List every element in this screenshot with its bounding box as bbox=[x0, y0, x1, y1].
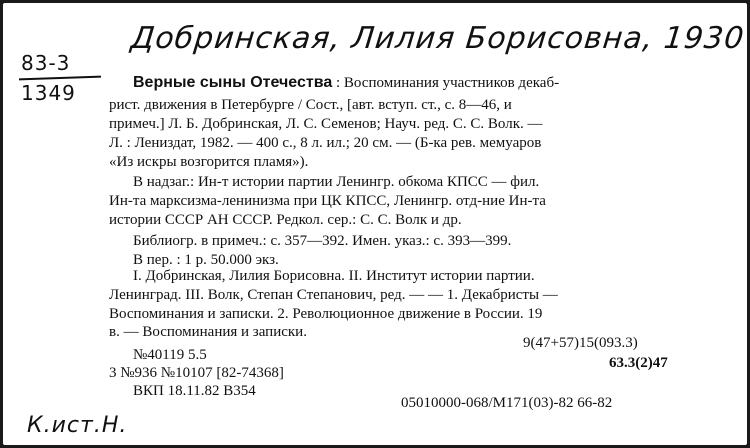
handwritten-author: Добринская, Лилия Борисовна, 1930 bbox=[129, 21, 747, 56]
record-line-1: рист. движения в Петербурге / Сост., [авт. вступ. ст., с. 8—46, и bbox=[109, 97, 512, 113]
record-line-12: Воспоминания и записки. 2. Революционное движение в России. 19 bbox=[109, 306, 543, 322]
book-title: Верные сыны Отечества bbox=[133, 74, 333, 91]
record-line-3: Л. : Лениздат, 1982. — 400 с., 8 л. ил.; 20 см. — (Б-ка рев. мемуаров bbox=[109, 135, 542, 151]
publisher-code: 05010000-068/М171(03)-82 66-82 bbox=[401, 395, 613, 411]
record-line-13: в. — Воспоминания и записки. bbox=[109, 324, 307, 340]
title-line bbox=[133, 74, 559, 92]
record-line-4: «Из искры возгорится пламя»). bbox=[109, 154, 309, 170]
record-line-8: Библиогр. в примеч.: с. 357—392. Имен. указ.: с. 393—399. bbox=[133, 233, 512, 249]
classification-udc: 9(47+57)15(093.3) bbox=[523, 335, 638, 351]
index-line-1: 3 №936 №10107 [82-74368] bbox=[109, 365, 284, 381]
index-line-2: ВКП 18.11.82 В354 bbox=[133, 383, 256, 399]
handwritten-shelf-code-top: 83-3 bbox=[21, 51, 71, 75]
catalog-card bbox=[3, 3, 747, 445]
inventory-number: №40119 5.5 bbox=[133, 347, 207, 363]
record-line-10: I. Добринская, Лилия Борисовна. II. Институт истории партии. bbox=[133, 268, 535, 284]
classification-bbk: 63.3(2)47 bbox=[609, 355, 668, 371]
record-line-5: В надзаг.: Ин-т истории партии Ленингр. обкома КПСС — фил. bbox=[133, 174, 540, 190]
record-line-6: Ин-та марксизма-ленинизма при ЦК КПСС, Ленингр. отд-ние Ин-та bbox=[109, 193, 546, 209]
shelf-code-underline bbox=[19, 76, 101, 81]
handwritten-shelf-code-bottom: 1349 bbox=[21, 81, 76, 105]
record-line-9: В пер. : 1 р. 50.000 экз. bbox=[133, 252, 279, 268]
record-line-2: примеч.] Л. Б. Добринская, Л. С. Семенов; Науч. ред. С. С. Волк. — bbox=[109, 116, 543, 132]
title-continuation: : Воспоминания участников декаб- bbox=[336, 75, 560, 91]
handwritten-note: К.ист.Н. bbox=[27, 413, 128, 438]
record-line-7: истории СССР АН СССР. Редкол. сер.: С. С. Волк и др. bbox=[109, 212, 462, 228]
record-line-11: Ленинград. III. Волк, Степан Степанович, ред. — — 1. Декабристы — bbox=[109, 287, 558, 303]
